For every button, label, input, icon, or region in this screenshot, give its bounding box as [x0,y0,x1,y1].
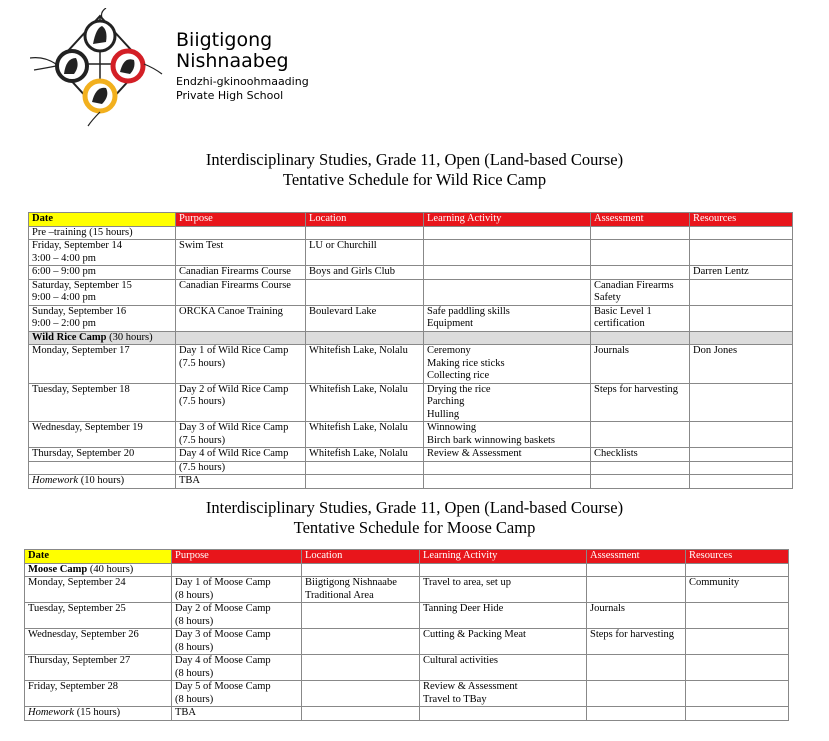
assessment-cell: Journals [591,345,690,384]
date-cell: Wednesday, September 26 [25,629,172,655]
school-name [176,30,309,103]
location-cell [302,681,420,707]
activity-cell: Review & Assessment Travel to TBay [420,681,587,707]
resources-cell [686,603,789,629]
table-row [25,603,789,629]
resources-cell [690,383,793,422]
wild-rice-camp-section: Wild Rice Camp (30 hours) [29,331,176,345]
assessment-cell: Basic Level 1 certification [591,305,690,331]
activity-cell [424,266,591,280]
resources-cell [686,629,789,655]
school-name-line4: Private High School [176,89,284,102]
table-row [29,383,793,422]
resources-cell [690,461,793,475]
assessment-cell [591,461,690,475]
date-cell: Monday, September 24 [25,577,172,603]
school-name-line2: Nishnaabeg [176,50,289,72]
purpose-cell: Day 3 of Moose Camp (8 hours) [172,629,302,655]
header-assessment: Assessment [587,550,686,564]
header-purpose: Purpose [176,213,306,227]
table-row [25,577,789,603]
purpose-cell: Day 3 of Wild Rice Camp (7.5 hours) [176,422,306,448]
location-cell: LU or Churchill [306,240,424,266]
table-row [29,226,793,240]
header-resources: Resources [686,550,789,564]
homework-label: Homework (10 hours) [29,475,176,489]
resources-cell: Community [686,577,789,603]
purpose-cell: Day 4 of Wild Rice Camp [176,448,306,462]
table-row [25,655,789,681]
resources-cell [686,655,789,681]
activity-cell [424,240,591,266]
location-cell [306,461,424,475]
table-row [29,461,793,475]
activity-cell: Review & Assessment [424,448,591,462]
homework-row [25,707,789,721]
activity-cell: Cutting & Packing Meat [420,629,587,655]
assessment-cell [591,240,690,266]
resources-cell [690,448,793,462]
table-header-row [29,213,793,227]
school-name-line1: Biigtigong [176,29,273,51]
location-cell: Whitefish Lake, Nolalu [306,345,424,384]
table-header-row [25,550,789,564]
moose-heading [0,498,829,538]
header-location: Location [306,213,424,227]
table-row [29,422,793,448]
resources-cell [686,681,789,707]
resources-cell [690,279,793,305]
header-date: Date [29,213,176,227]
header-resources: Resources [690,213,793,227]
medicine-wheel-logo-icon [30,8,170,128]
location-cell [302,629,420,655]
activity-cell: Drying the rice Parching Hulling [424,383,591,422]
date-cell: Saturday, September 15 9:00 – 4:00 pm [29,279,176,305]
resources-cell [690,305,793,331]
resources-cell [690,422,793,448]
assessment-cell [587,655,686,681]
activity-cell: Tanning Deer Hide [420,603,587,629]
location-cell: Boys and Girls Club [306,266,424,280]
date-cell: 6:00 – 9:00 pm [29,266,176,280]
assessment-cell [587,681,686,707]
school-name-line3: Endzhi-gkinoohmaading [176,75,309,88]
purpose-cell: Canadian Firearms Course [176,279,306,305]
date-cell: Thursday, September 27 [25,655,172,681]
table-row [29,448,793,462]
location-cell: Biigtigong Nishnaabe Traditional Area [302,577,420,603]
table-row [25,681,789,707]
purpose-cell: (7.5 hours) [176,461,306,475]
date-cell [29,461,176,475]
location-cell [306,279,424,305]
wild-rice-title: Interdisciplinary Studies, Grade 11, Open (Land-based Course) [205,150,624,169]
activity-cell [424,461,591,475]
assessment-cell: Canadian Firearms Safety [591,279,690,305]
header-assessment: Assessment [591,213,690,227]
activity-cell: Travel to area, set up [420,577,587,603]
header-location: Location [302,550,420,564]
purpose-cell: Day 1 of Moose Camp (8 hours) [172,577,302,603]
date-cell: Sunday, September 16 9:00 – 2:00 pm [29,305,176,331]
location-cell: Whitefish Lake, Nolalu [306,448,424,462]
wild-rice-schedule-table [28,212,793,489]
section-row [25,563,789,577]
purpose-cell: Swim Test [176,240,306,266]
wild-rice-subtitle: Tentative Schedule for Wild Rice Camp [282,170,547,189]
table-row [29,345,793,384]
assessment-cell [587,577,686,603]
purpose-cell: Day 2 of Wild Rice Camp (7.5 hours) [176,383,306,422]
date-cell: Wednesday, September 19 [29,422,176,448]
moose-schedule-table [24,549,789,721]
activity-cell: Winnowing Birch bark winnowing baskets [424,422,591,448]
homework-value: TBA [172,707,302,721]
date-cell: Tuesday, September 18 [29,383,176,422]
date-cell: Monday, September 17 [29,345,176,384]
school-logo [30,8,330,128]
purpose-cell: Day 2 of Moose Camp (8 hours) [172,603,302,629]
header-learning-activity: Learning Activity [424,213,591,227]
activity-cell: Ceremony Making rice sticks Collecting rice [424,345,591,384]
homework-row [29,475,793,489]
purpose-cell: ORCKA Canoe Training [176,305,306,331]
homework-label: Homework (15 hours) [25,707,172,721]
assessment-cell: Steps for harvesting [591,383,690,422]
moose-title: Interdisciplinary Studies, Grade 11, Open (Land-based Course) [205,498,624,517]
purpose-cell: Canadian Firearms Course [176,266,306,280]
moose-subtitle: Tentative Schedule for Moose Camp [293,518,536,537]
location-cell: Whitefish Lake, Nolalu [306,383,424,422]
table-row [29,279,793,305]
moose-camp-section: Moose Camp (40 hours) [25,563,172,577]
activity-cell: Cultural activities [420,655,587,681]
header-date: Date [25,550,172,564]
wild-rice-heading [0,150,829,190]
location-cell: Whitefish Lake, Nolalu [306,422,424,448]
assessment-cell: Journals [587,603,686,629]
location-cell [302,655,420,681]
table-row [29,266,793,280]
section-row [29,331,793,345]
header-learning-activity: Learning Activity [420,550,587,564]
table-row [29,240,793,266]
date-cell: Thursday, September 20 [29,448,176,462]
resources-cell: Darren Lentz [690,266,793,280]
purpose-cell: Day 5 of Moose Camp (8 hours) [172,681,302,707]
date-cell: Friday, September 14 3:00 – 4:00 pm [29,240,176,266]
homework-value: TBA [176,475,306,489]
purpose-cell: Day 4 of Moose Camp (8 hours) [172,655,302,681]
table-row [25,629,789,655]
location-cell [302,603,420,629]
table-row [29,305,793,331]
pre-training-label: Pre –training (15 hours) [29,226,176,240]
assessment-cell: Checklists [591,448,690,462]
assessment-cell: Steps for harvesting [587,629,686,655]
assessment-cell [591,422,690,448]
activity-cell: Safe paddling skills Equipment [424,305,591,331]
date-cell: Tuesday, September 25 [25,603,172,629]
header-purpose: Purpose [172,550,302,564]
assessment-cell [591,266,690,280]
resources-cell [690,240,793,266]
activity-cell [424,279,591,305]
resources-cell: Don Jones [690,345,793,384]
location-cell: Boulevard Lake [306,305,424,331]
date-cell: Friday, September 28 [25,681,172,707]
purpose-cell: Day 1 of Wild Rice Camp (7.5 hours) [176,345,306,384]
